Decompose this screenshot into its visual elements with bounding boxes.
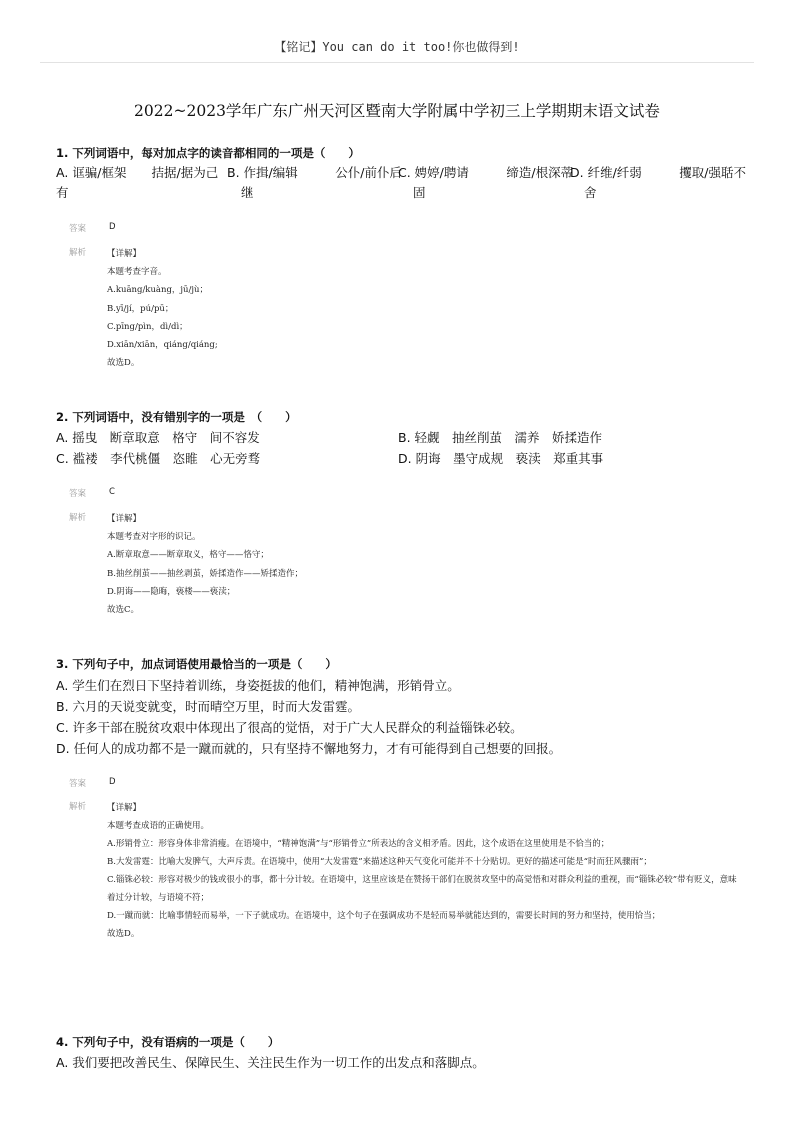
analysis-line: D.一蹴而就：比喻事情轻而易举，一下子就成功。在语境中，这个句子在强调成功不是轻而易举就能达到的，需要长时间的努力和坚持，使用恰当； — [107, 911, 661, 922]
answer-label: 答案 — [69, 224, 87, 234]
question-stem: 4. 下列句子中，没有语病的一项是（ ） — [56, 1035, 280, 1049]
question-stem: 3. 下列句子中，加点词语使用最恰当的一项是（ ） — [56, 657, 337, 671]
analysis-body — [107, 510, 737, 619]
analysis-line: 本题考查字音。 — [107, 267, 167, 278]
answer-value: C — [109, 487, 115, 497]
question-2 — [56, 409, 756, 615]
analysis-label: 解析 — [69, 513, 87, 523]
analysis-label: 解析 — [69, 248, 87, 258]
option-a[interactable]: A. 摇曳 断章取意 格守 间不容发 — [56, 430, 260, 445]
analysis-line: 故选D。 — [107, 358, 140, 369]
analysis-line: C.pīng/pìn，dì/dì； — [107, 321, 188, 332]
question-stem: 1. 下列词语中，每对加点字的读音都相同的一项是（ ） — [56, 146, 360, 160]
analysis-line: 【详解】 — [107, 514, 142, 524]
analysis-line: 【详解】 — [107, 249, 142, 259]
question-3 — [56, 656, 756, 940]
analysis-line: A.断章取意——断章取义，格守——恪守； — [107, 550, 269, 561]
question-4 — [56, 1034, 756, 1070]
analysis-line: 【详解】 — [107, 803, 142, 813]
option-a[interactable]: A. 诓骗/框架 拮据/据为己 — [56, 165, 219, 180]
option-b-wrap: 继 — [241, 185, 254, 200]
option-d[interactable]: D. 阴诲 墨守成规 亵渎 郑重其事 — [398, 451, 604, 466]
analysis-body — [107, 245, 737, 372]
header-divider — [40, 62, 754, 63]
analysis-line: 本题考查成语的正确使用。 — [107, 821, 210, 832]
motto-banner: 【铭记】You can do it too!你也做得到! — [274, 40, 520, 54]
option-a-wrap: 有 — [56, 185, 69, 200]
option-b[interactable]: B. 六月的天说变就变，时而晴空万里，时而大发雷霆。 — [56, 699, 361, 714]
answer-value: D — [109, 222, 116, 232]
analysis-line: C.锱铢必较：形容对极少的钱或很小的事，都十分计较。在语境中，这里应该是在赞扬干部们在脱贫攻坚中的高觉悟和对群众利益的重视，而“锱铢必较”带有贬义，意味着过分计较，与语境不符； — [107, 875, 737, 904]
analysis-line: 本题考查对字形的识记。 — [107, 532, 201, 543]
answer-label: 答案 — [69, 779, 87, 789]
option-b[interactable]: B. 轻觑 抽丝削茧 濡养 娇揉造作 — [398, 430, 603, 445]
analysis-line: 故选C。 — [107, 604, 140, 615]
analysis-body — [107, 799, 737, 944]
answer-value: D — [109, 777, 116, 787]
analysis-line: B.yī/jí，pú/pū； — [107, 303, 174, 314]
question-stem: 2. 下列词语中，没有错别字的一项是 （ ） — [56, 410, 297, 424]
analysis-line: D.阴诲——隐晦，亵楼——亵渎； — [107, 586, 236, 597]
analysis-line: A.kuāng/kuàng，jū/jù； — [107, 285, 209, 296]
option-c[interactable]: C. 娉婷/聘请 缔造/根深蒂 — [398, 165, 574, 180]
option-c[interactable]: C. 褴褛 李代桃僵 恣睢 心无旁骛 — [56, 451, 261, 466]
analysis-label: 解析 — [69, 802, 87, 812]
question-1 — [56, 145, 756, 369]
page-title: 2022~2023学年广东广州天河区暨南大学附属中学初三上学期期末语文试卷 — [134, 102, 660, 120]
option-b[interactable]: B. 作揖/编辑 公仆/前仆后 — [227, 165, 402, 180]
option-c-wrap: 固 — [413, 185, 426, 200]
analysis-line: B.大发雷霆：比喻大发脾气，大声斥责。在语境中，使用“大发雷霆”来描述这种天气变化可能并不十分贴切。更好的描述可能是“时而狂风骤雨”； — [107, 857, 652, 868]
option-a[interactable]: A. 学生们在烈日下坚持着训练，身姿挺拔的他们，精神饱满，形销骨立。 — [56, 678, 460, 693]
answer-label: 答案 — [69, 489, 87, 499]
analysis-line: B.抽丝削茧——抽丝剥茧，娇揉造作——矫揉造作； — [107, 568, 303, 579]
analysis-line: 故选D。 — [107, 929, 140, 940]
option-d[interactable]: D. 纤维/纤弱 攫取/强聒不 — [570, 165, 746, 180]
option-c[interactable]: C. 许多干部在脱贫攻艰中体现出了很高的觉悟，对于广大人民群众的利益锱铢必较。 — [56, 720, 523, 735]
option-a[interactable]: A. 我们要把改善民生、保障民生、关注民生作为一切工作的出发点和落脚点。 — [56, 1055, 485, 1070]
analysis-line: A.形销骨立：形容身体非常消瘦。在语境中，“精神饱满”与“形销骨立”所表达的含义相矛盾。因此，这个成语在这里使用是不恰当的； — [107, 839, 610, 850]
analysis-line: D.xiān/xiān，qiáng/qiáng; — [107, 339, 218, 350]
option-d-wrap: 舍 — [584, 185, 597, 200]
option-d[interactable]: D. 任何人的成功都不是一蹴而就的，只有坚持不懈地努力，才有可能得到自己想要的回报。 — [56, 741, 562, 756]
